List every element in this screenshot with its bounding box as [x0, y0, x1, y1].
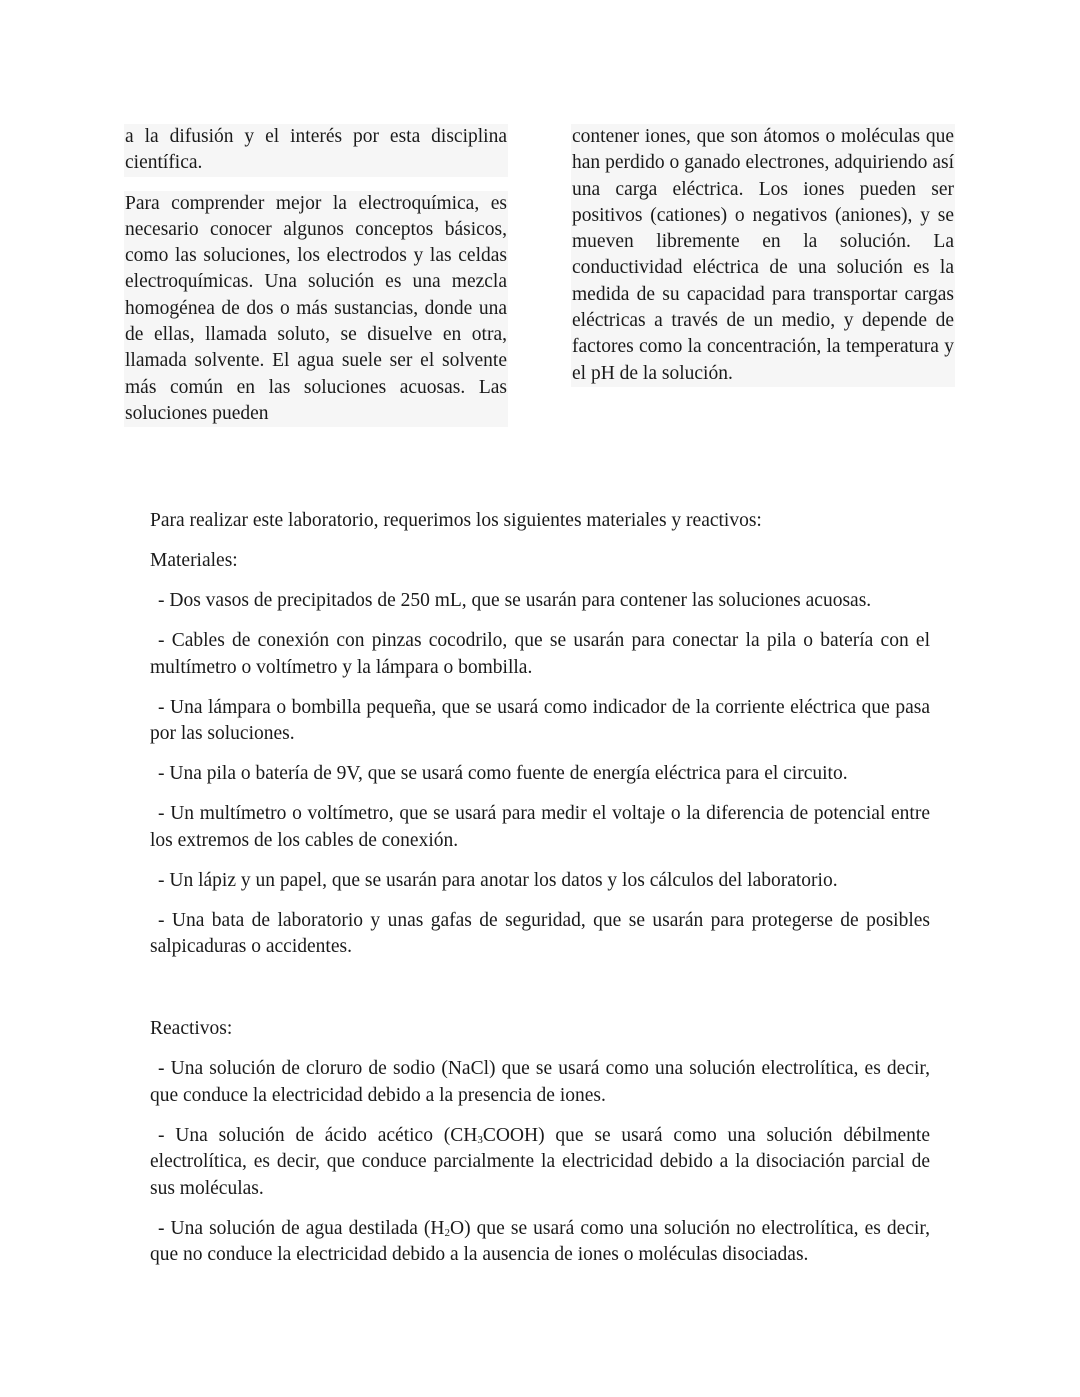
paragraph-iones-conductividad: contener iones, que son átomos o moléculas que han perdido o ganado electrones, adquiriendo así una carga eléctrica. Los iones pueden ser positivos (cationes) o negativos (aniones), y se mueven libremente en la solución. La conductividad eléctrica de una solución es la medida de su capacidad para transportar cargas eléctricas a través de un medio, y depende de factores como la concentración, la temperatura y el pH de la solución. — [571, 124, 955, 387]
right-column — [571, 124, 955, 387]
material-item: - Dos vasos de precipitados de 250 mL, que se usarán para contener las soluciones acuosas. — [158, 590, 872, 611]
reagent-text: - Una solución de cloruro de sodio (NaCl) que se usará como una solución electrolítica, es decir, que conduce la electricidad debido a la presencia de iones. — [150, 1058, 930, 1106]
materiales-heading: Materiales: — [150, 550, 238, 571]
left-column — [124, 124, 508, 427]
subscript: 2 — [444, 1226, 451, 1239]
material-item: - Una lámpara o bombilla pequeña, que se usará como indicador de la corriente eléctrica que pasa por las soluciones. — [150, 696, 930, 744]
reagent-item-water — [150, 1216, 930, 1269]
subscript: 3 — [477, 1133, 483, 1146]
intro-paragraph: Para realizar este laboratorio, requerimos los siguientes materiales y reactivos: — [150, 510, 762, 531]
material-item: - Una pila o batería de 9V, que se usará como fuente de energía eléctrica para el circuito. — [158, 763, 848, 784]
reagent-text-after: COOH) que se usará como una solución débilmente electrolítica, es decir, que conduce parcialmente la electricidad debido a la disociación parcial de sus moléculas. — [150, 1124, 930, 1199]
reagent-text-before: - Una solución de ácido acético (CH — [158, 1124, 478, 1146]
material-item: - Un multímetro o voltímetro, que se usará para medir el voltaje o la diferencia de potencial entre los extremos de los cables de conexión. — [150, 803, 930, 851]
material-item: - Una bata de laboratorio y unas gafas de seguridad, que se usarán para protegerse de posibles salpicaduras o accidentes. — [150, 909, 930, 957]
material-item: - Un lápiz y un papel, que se usarán para anotar los datos y los cálculos del laboratorio. — [158, 869, 838, 891]
paragraph-conceptos-basicos: Para comprender mejor la electroquímica, es necesario conocer algunos conceptos básicos, como las soluciones, los electrodos y las celdas electroquímicas. Una solución es una mezcla homogénea de dos o más sustancias, donde una de ellas, llamada soluto, se disuelve en otra, llamada solvente. El agua suele ser el solvente más común en las soluciones acuosas. Las soluciones pueden — [124, 191, 508, 428]
reactivos-heading: Reactivos: — [150, 1018, 233, 1039]
reagent-text-before: - Una solución de agua destilada (H — [158, 1217, 445, 1239]
reagent-item-nacl — [150, 1056, 930, 1109]
material-item: - Cables de conexión con pinzas cocodrilo, que se usarán para conectar la pila o batería con el multímetro o voltímetro y la lámpara o bombilla. — [150, 630, 930, 678]
materials-section — [150, 508, 930, 974]
reagent-item-acetic-acid — [150, 1123, 930, 1203]
paragraph-difusion: a la difusión y el interés por esta disciplina científica. — [124, 124, 508, 177]
reagent-text-after: O) que se usará como una solución no electrolítica, es decir, que no conduce la electricidad debido a la ausencia de iones o moléculas disociadas. — [150, 1217, 930, 1265]
reagents-section — [150, 1016, 930, 1282]
